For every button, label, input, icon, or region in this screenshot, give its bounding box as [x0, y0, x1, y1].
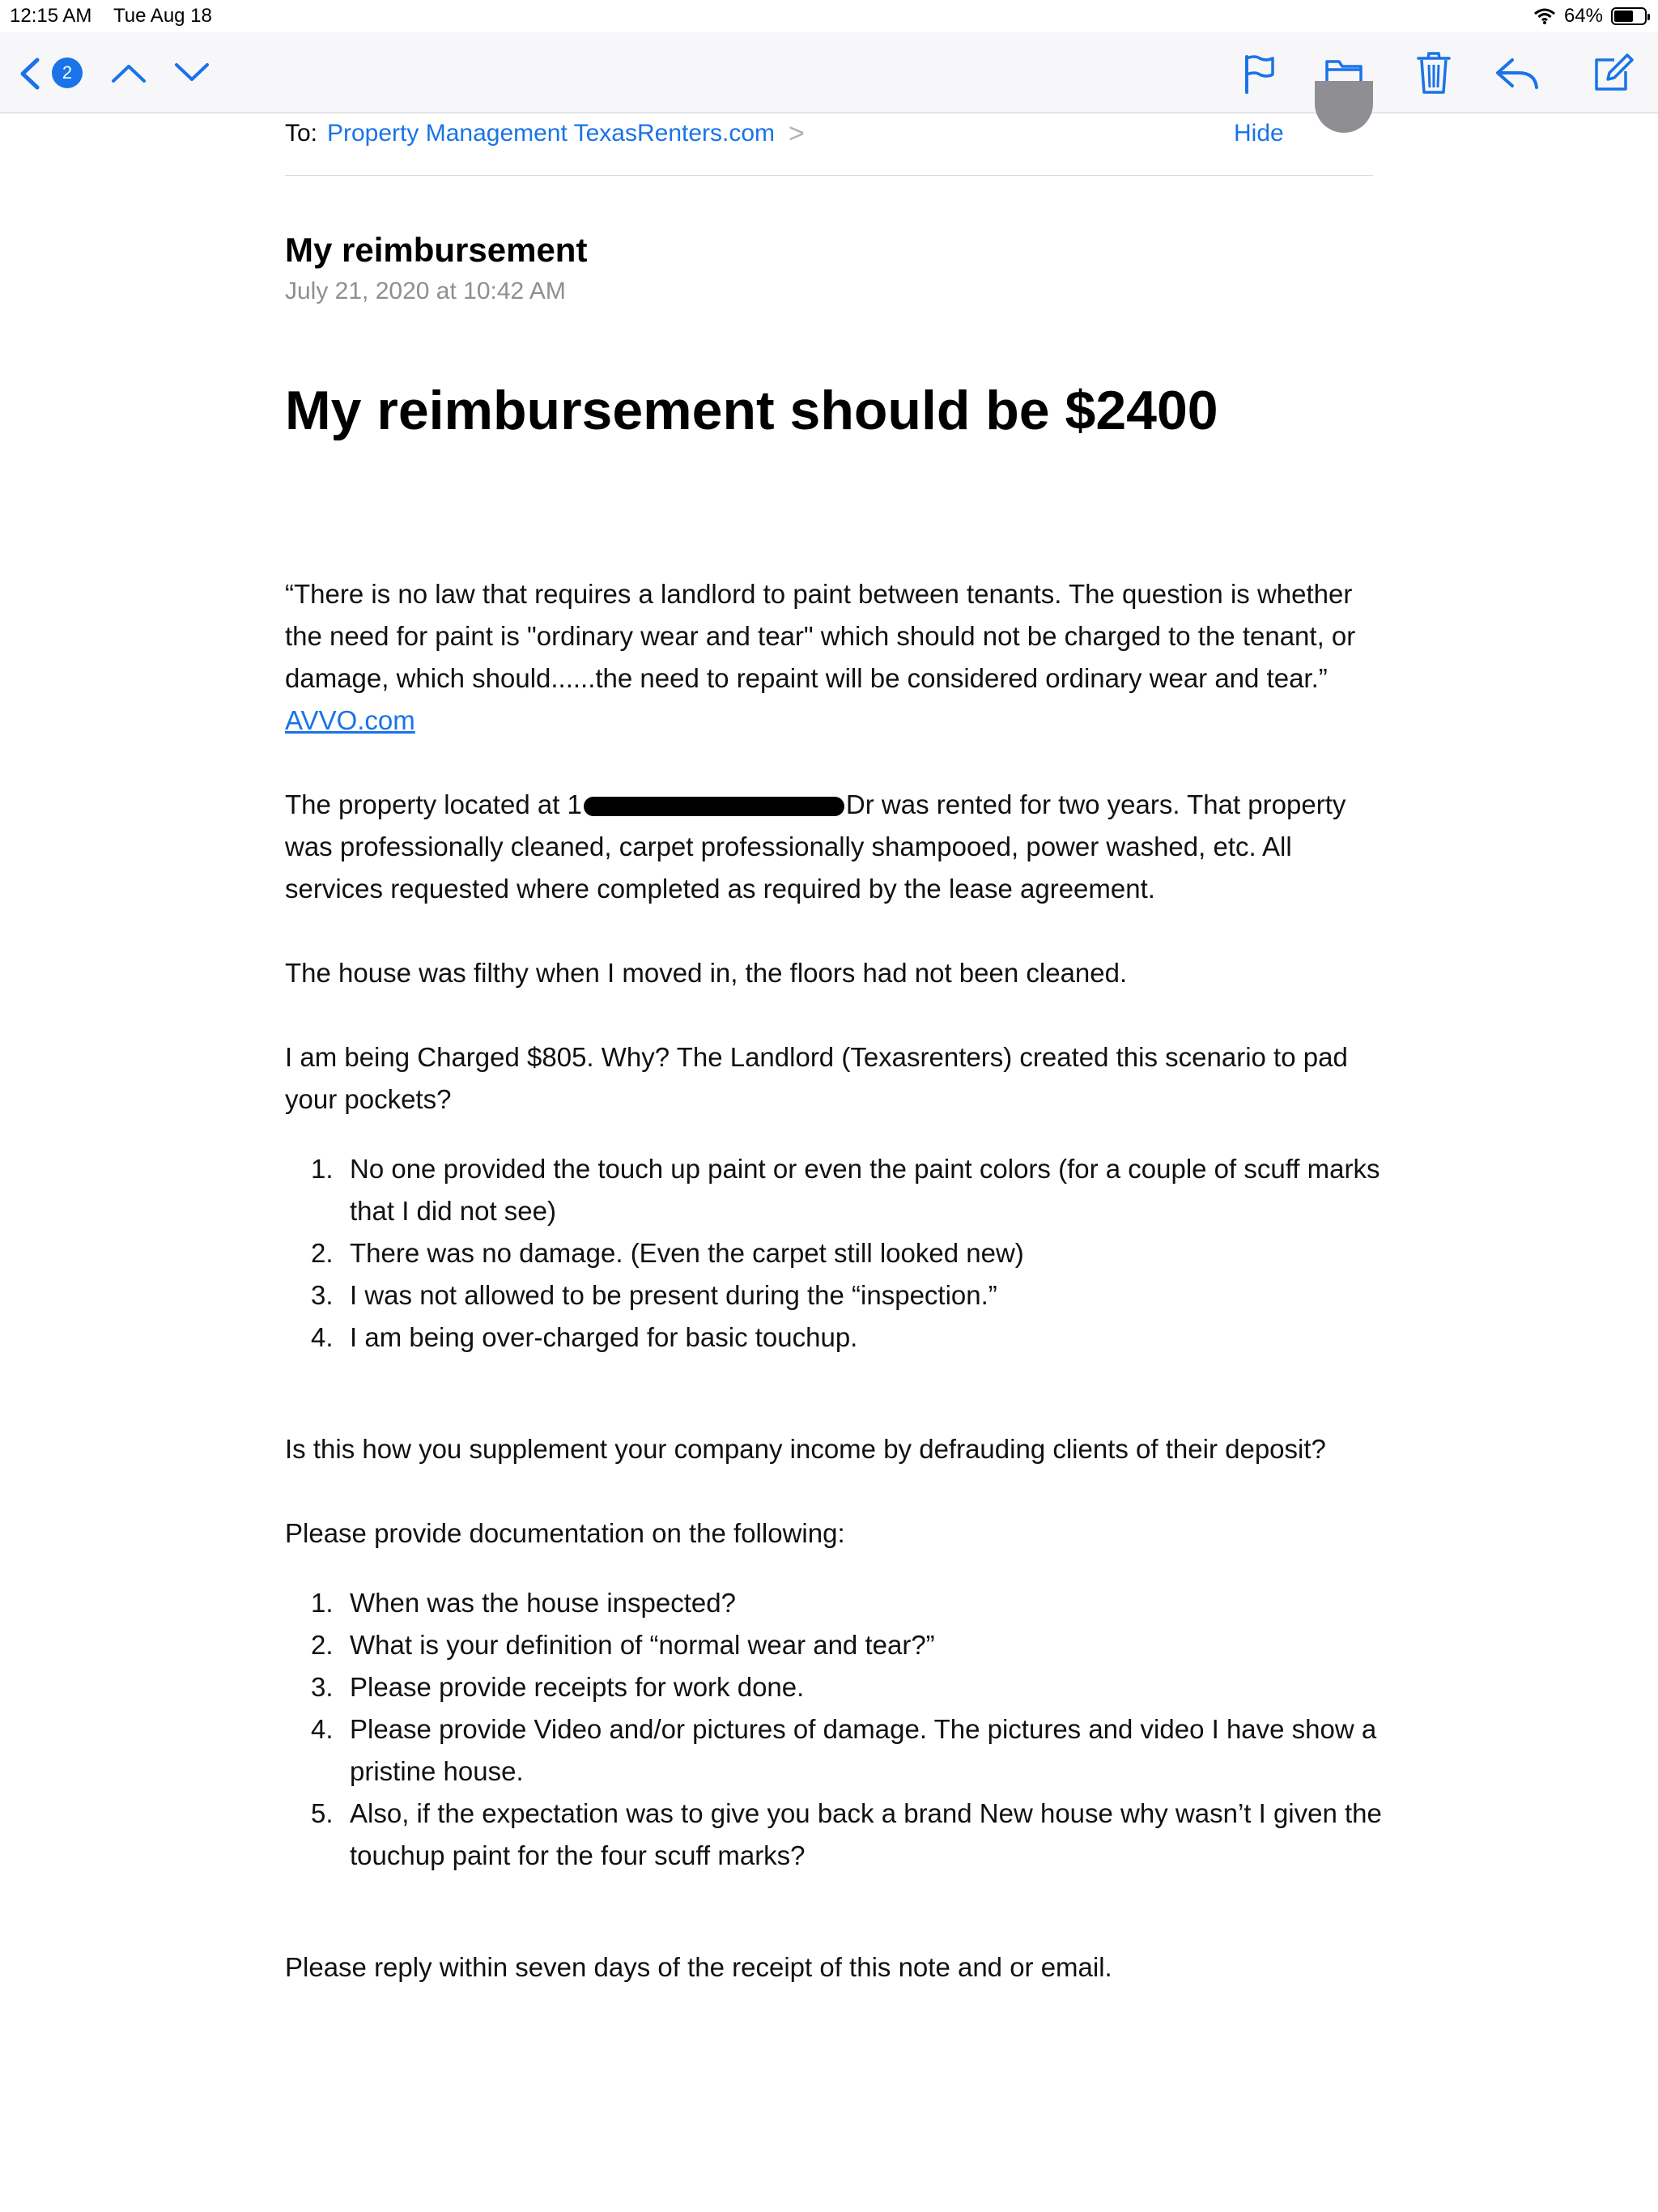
- list-item: 1. No one provided the touch up paint or even the paint colors (for a couple of scuff marks that I did not see): [311, 1154, 1380, 1226]
- reasons-list: [285, 1148, 1386, 1359]
- doc-request-paragraph: Please provide documentation on the following:: [285, 1518, 845, 1548]
- message-body: [285, 573, 1386, 1989]
- quote-paragraph: [285, 573, 1386, 742]
- property-prefix: The property located at 1: [285, 789, 582, 819]
- wifi-icon: [1533, 7, 1556, 25]
- unread-count-badge[interactable]: 2: [52, 57, 83, 88]
- compose-icon[interactable]: [1592, 52, 1634, 94]
- list-item: 3. Please provide receipts for work done.: [311, 1672, 805, 1702]
- status-time: 12:15 AM: [10, 5, 92, 27]
- mail-toolbar: [0, 32, 1658, 113]
- recipient-row: [285, 113, 1373, 176]
- back-chevron-icon[interactable]: [16, 57, 45, 91]
- battery-level-fill: [1614, 11, 1633, 22]
- list-item: 2. What is your definition of “normal wear and tear?”: [311, 1630, 935, 1660]
- status-date: Tue Aug 18: [113, 5, 212, 27]
- message-headline: My reimbursement should be $2400: [285, 380, 1218, 441]
- closing-paragraph: Please reply within seven days of the receipt of this note and or email.: [285, 1952, 1112, 1982]
- previous-message-icon[interactable]: [110, 60, 147, 86]
- documentation-list: [285, 1582, 1386, 1877]
- flag-icon[interactable]: [1242, 53, 1278, 94]
- supplement-paragraph: Is this how you supplement your company income by defrauding clients of their deposit?: [285, 1434, 1326, 1464]
- quote-text: “There is no law that requires a landlord to paint between tenants. The question is whether the need for paint is "ordinary wear and tear" which should not be charged to the tenant, or damage, which should......the need to repaint will be considered ordinary wear and tear.”: [285, 579, 1356, 693]
- avvo-link[interactable]: AVVO.com: [285, 705, 415, 735]
- battery-percent: 64%: [1563, 5, 1603, 27]
- filthy-paragraph: The house was filthy when I moved in, the floors had not been cleaned.: [285, 958, 1128, 988]
- recipient-chevron-icon: >: [789, 118, 805, 149]
- battery-icon: [1611, 7, 1647, 25]
- status-right: [1533, 5, 1647, 28]
- status-bar: [0, 0, 1658, 32]
- property-paragraph: [285, 784, 1386, 910]
- redaction-mark: [584, 797, 844, 816]
- trash-icon[interactable]: [1417, 50, 1451, 96]
- reply-icon[interactable]: [1494, 55, 1540, 91]
- property-suffix: Dr was rented for two years. That property was professionally cleaned, carpet professionally shampooed, power washed, etc. All services requested where completed as required by the lease agreement.: [285, 789, 1346, 904]
- list-item: 2. There was no damage. (Even the carpet still looked new): [311, 1238, 1024, 1268]
- list-item: 1. When was the house inspected?: [311, 1588, 736, 1618]
- to-label: To:: [285, 120, 318, 147]
- list-item: 5. Also, if the expectation was to give you back a brand New house why wasn’t I given the touchup paint for the four scuff marks?: [311, 1798, 1382, 1870]
- next-message-icon[interactable]: [173, 60, 210, 86]
- charged-paragraph: I am being Charged $805. Why? The Landlord (Texasrenters) created this scenario to pad your pockets?: [285, 1042, 1348, 1114]
- message-datetime: July 21, 2020 at 10:42 AM: [285, 278, 566, 304]
- recipient-link[interactable]: Property Management TexasRenters.com: [327, 120, 776, 147]
- message-subject: My reimbursement: [285, 231, 588, 269]
- list-item: 3. I was not allowed to be present during the “inspection.”: [311, 1280, 997, 1310]
- hide-details-button[interactable]: Hide: [1234, 120, 1284, 147]
- list-item: 4. Please provide Video and/or pictures of damage. The pictures and video I have show a pristine house.: [311, 1714, 1377, 1786]
- list-item: 4. I am being over-charged for basic touchup.: [311, 1322, 858, 1352]
